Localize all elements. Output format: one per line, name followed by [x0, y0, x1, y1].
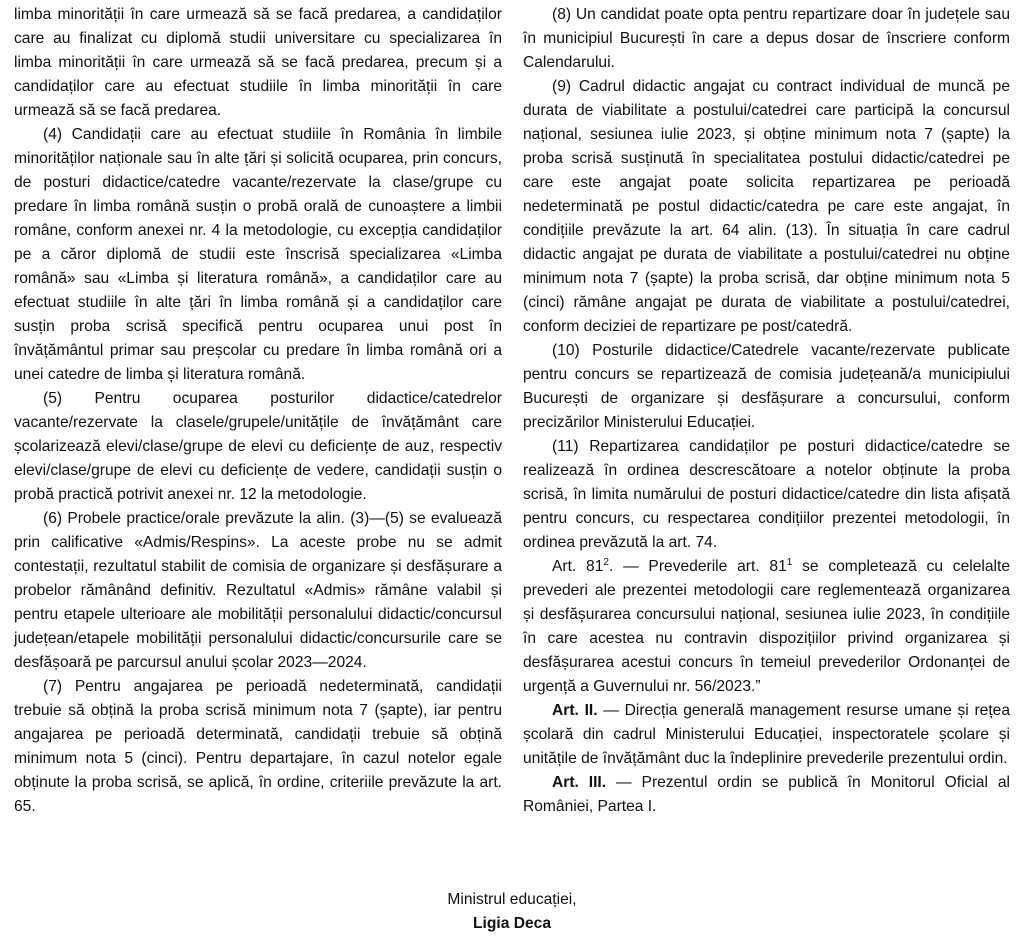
signature-name: Ligia Deca: [473, 915, 551, 932]
left-column: [14, 3, 502, 819]
article-81-2: [523, 555, 1010, 699]
paragraph-continuation: limba minorității în care urmează să se facă predarea, a candidaților care au finalizat cu diplomă studii universitare cu specializarea în limba minorității în care urmează să se facă predarea, precum și a candidaților care au efectuat studiile în limba minorității în care urmează să se facă predarea.: [14, 6, 502, 119]
article-3-label: Art. III.: [552, 774, 607, 791]
paragraph-11: (11) Repartizarea candidaților pe posturi didactice/catedre se realizează în ordinea descrescătoare a notelor obținute la proba scrisă, în limita numărului de posturi didactice/catedre din lista afișată pentru concurs, cu respectarea condițiilor prezentei metodologii, în ordinea prevăzută la art. 74.: [523, 438, 1010, 551]
right-column: [523, 3, 1010, 819]
article-3: [523, 771, 1010, 819]
signature-title: Ministrul educației,: [447, 891, 577, 908]
paragraph-10: (10) Posturile didactice/Catedrele vacante/rezervate publicate pentru concurs se repartizează de comisia județeană/a municipiului București de organizare și desfășurare a concursului, conform precizărilor Ministerului Educației.: [523, 342, 1010, 431]
paragraph-7: (7) Pentru angajarea pe perioadă nedeterminată, candidații trebuie să obțină la proba scrisă minimum nota 7 (șapte), iar pentru angajarea pe perioadă determinată, candidații trebuie să obțină minimum nota 5 (cinci). Pentru departajare, în cazul notelor egale obținute la proba scrisă, se aplică, în ordine, criteriile prevăzute la art. 65.: [14, 678, 502, 815]
paragraph-9: (9) Cadrul didactic angajat cu contract individual de muncă pe durata de viabilitate a postului/catedrei care participă la concursul național, sesiunea iulie 2023, și obține minimum nota 7 (șapte) la proba scrisă susținută în specialitatea postului didactic/catedrei pe care este angajat poate solicita repartizarea pe perioadă nedeterminată pe postul didactic/catedra pe care este angajat, în condițiile prevăzute la art. 64 alin. (13). În situația în care cadrul didactic angajat pe durata de viabilitate a postului/catedrei nu obține minimum nota 7 (șapte) la proba scrisă, dar obține minimum nota 5 (cinci) rămâne angajat pe durata de viabilitate a postului/catedrei, conform deciziei de repartizare pe post/catedră.: [523, 78, 1010, 335]
paragraph-5: (5) Pentru ocuparea posturilor didactice/catedrelor vacante/rezervate la clasele/grupele/unitățile de învățământ care școlarizează elevi/clase/grupe de elevi cu deficiențe de auz, respectiv elevi/clase/grupe de elevi cu deficiențe de vedere, candidații susțin o probă practică potrivit anexei nr. 12 la metodologie.: [14, 390, 502, 503]
paragraph-8: (8) Un candidat poate opta pentru repartizare doar în județele sau în municipiul București în care a depus dosar de înscriere conform Calendarului.: [523, 6, 1010, 71]
article-81-2-mid: . — Prevederile art. 81: [608, 558, 787, 575]
signature-block: [0, 888, 1024, 936]
article-81-1-superscript: 1: [786, 557, 793, 568]
article-3-text: — Prezentul ordin se publică în Monitorul Oficial al României, Partea I.: [523, 774, 1010, 815]
paragraph-6: (6) Probele practice/orale prevăzute la alin. (3)—(5) se evaluează prin calificative «Admis/Respins». La aceste probe nu se admit contestații, rezultatul stabilit de comisia de organizare și desfășurare a probelor rămânând definitiv. Rezultatul «Admis» rămâne valabil și pentru etapele ulterioare ale mobilității personalului didactic/concursul județean/etapele mobilității personalului didactic/concursurile care se desfășoară pe parcursul anului școlar 2023—2024.: [14, 510, 502, 671]
article-2-label: Art. II.: [552, 702, 598, 719]
article-81-2-prefix: Art. 81: [552, 558, 604, 575]
article-81-2-text: se completează cu celelalte prevederi ale prezentei metodologii care reglementează organizarea și desfășurarea concursului național, sesiunea iulie 2023, în condițiile în care acestea nu contravin dispozițiilor privind organizarea și desfășurarea acestui concurs în temeiul prevederilor Ordonanței de urgență a Guvernului nr. 56/2023.”: [523, 558, 1010, 695]
article-81-2-superscript: 2: [603, 557, 609, 568]
article-2: [523, 699, 1010, 771]
article-2-text: — Direcția generală management resurse umane și rețea școlară din cadrul Ministerului Educației, inspectoratele școlare și unitățile de învățământ duc la îndeplinire prevederile prezentului ordin.: [523, 702, 1010, 767]
paragraph-4: (4) Candidații care au efectuat studiile în România în limbile minorităților naționale sau în alte țări și solicită ocuparea, prin concurs, de posturi didactice/catedre vacante/rezervate la clase/grupe cu predare în limba română susțin o probă orală de cunoaștere a limbii române, conform anexei nr. 4 la metodologie, cu excepția candidaților pe a căror diplomă de studii este înscrisă specializarea «Limba română» sau «Limba și literatura română», a candidaților care au efectuat studiile în alte țări în limba română și a candidaților care susțin proba scrisă specifică pentru ocuparea unui post în învățământul primar sau preșcolar cu predare în limba română ori a unei catedre de limba și literatura română.: [14, 126, 502, 383]
